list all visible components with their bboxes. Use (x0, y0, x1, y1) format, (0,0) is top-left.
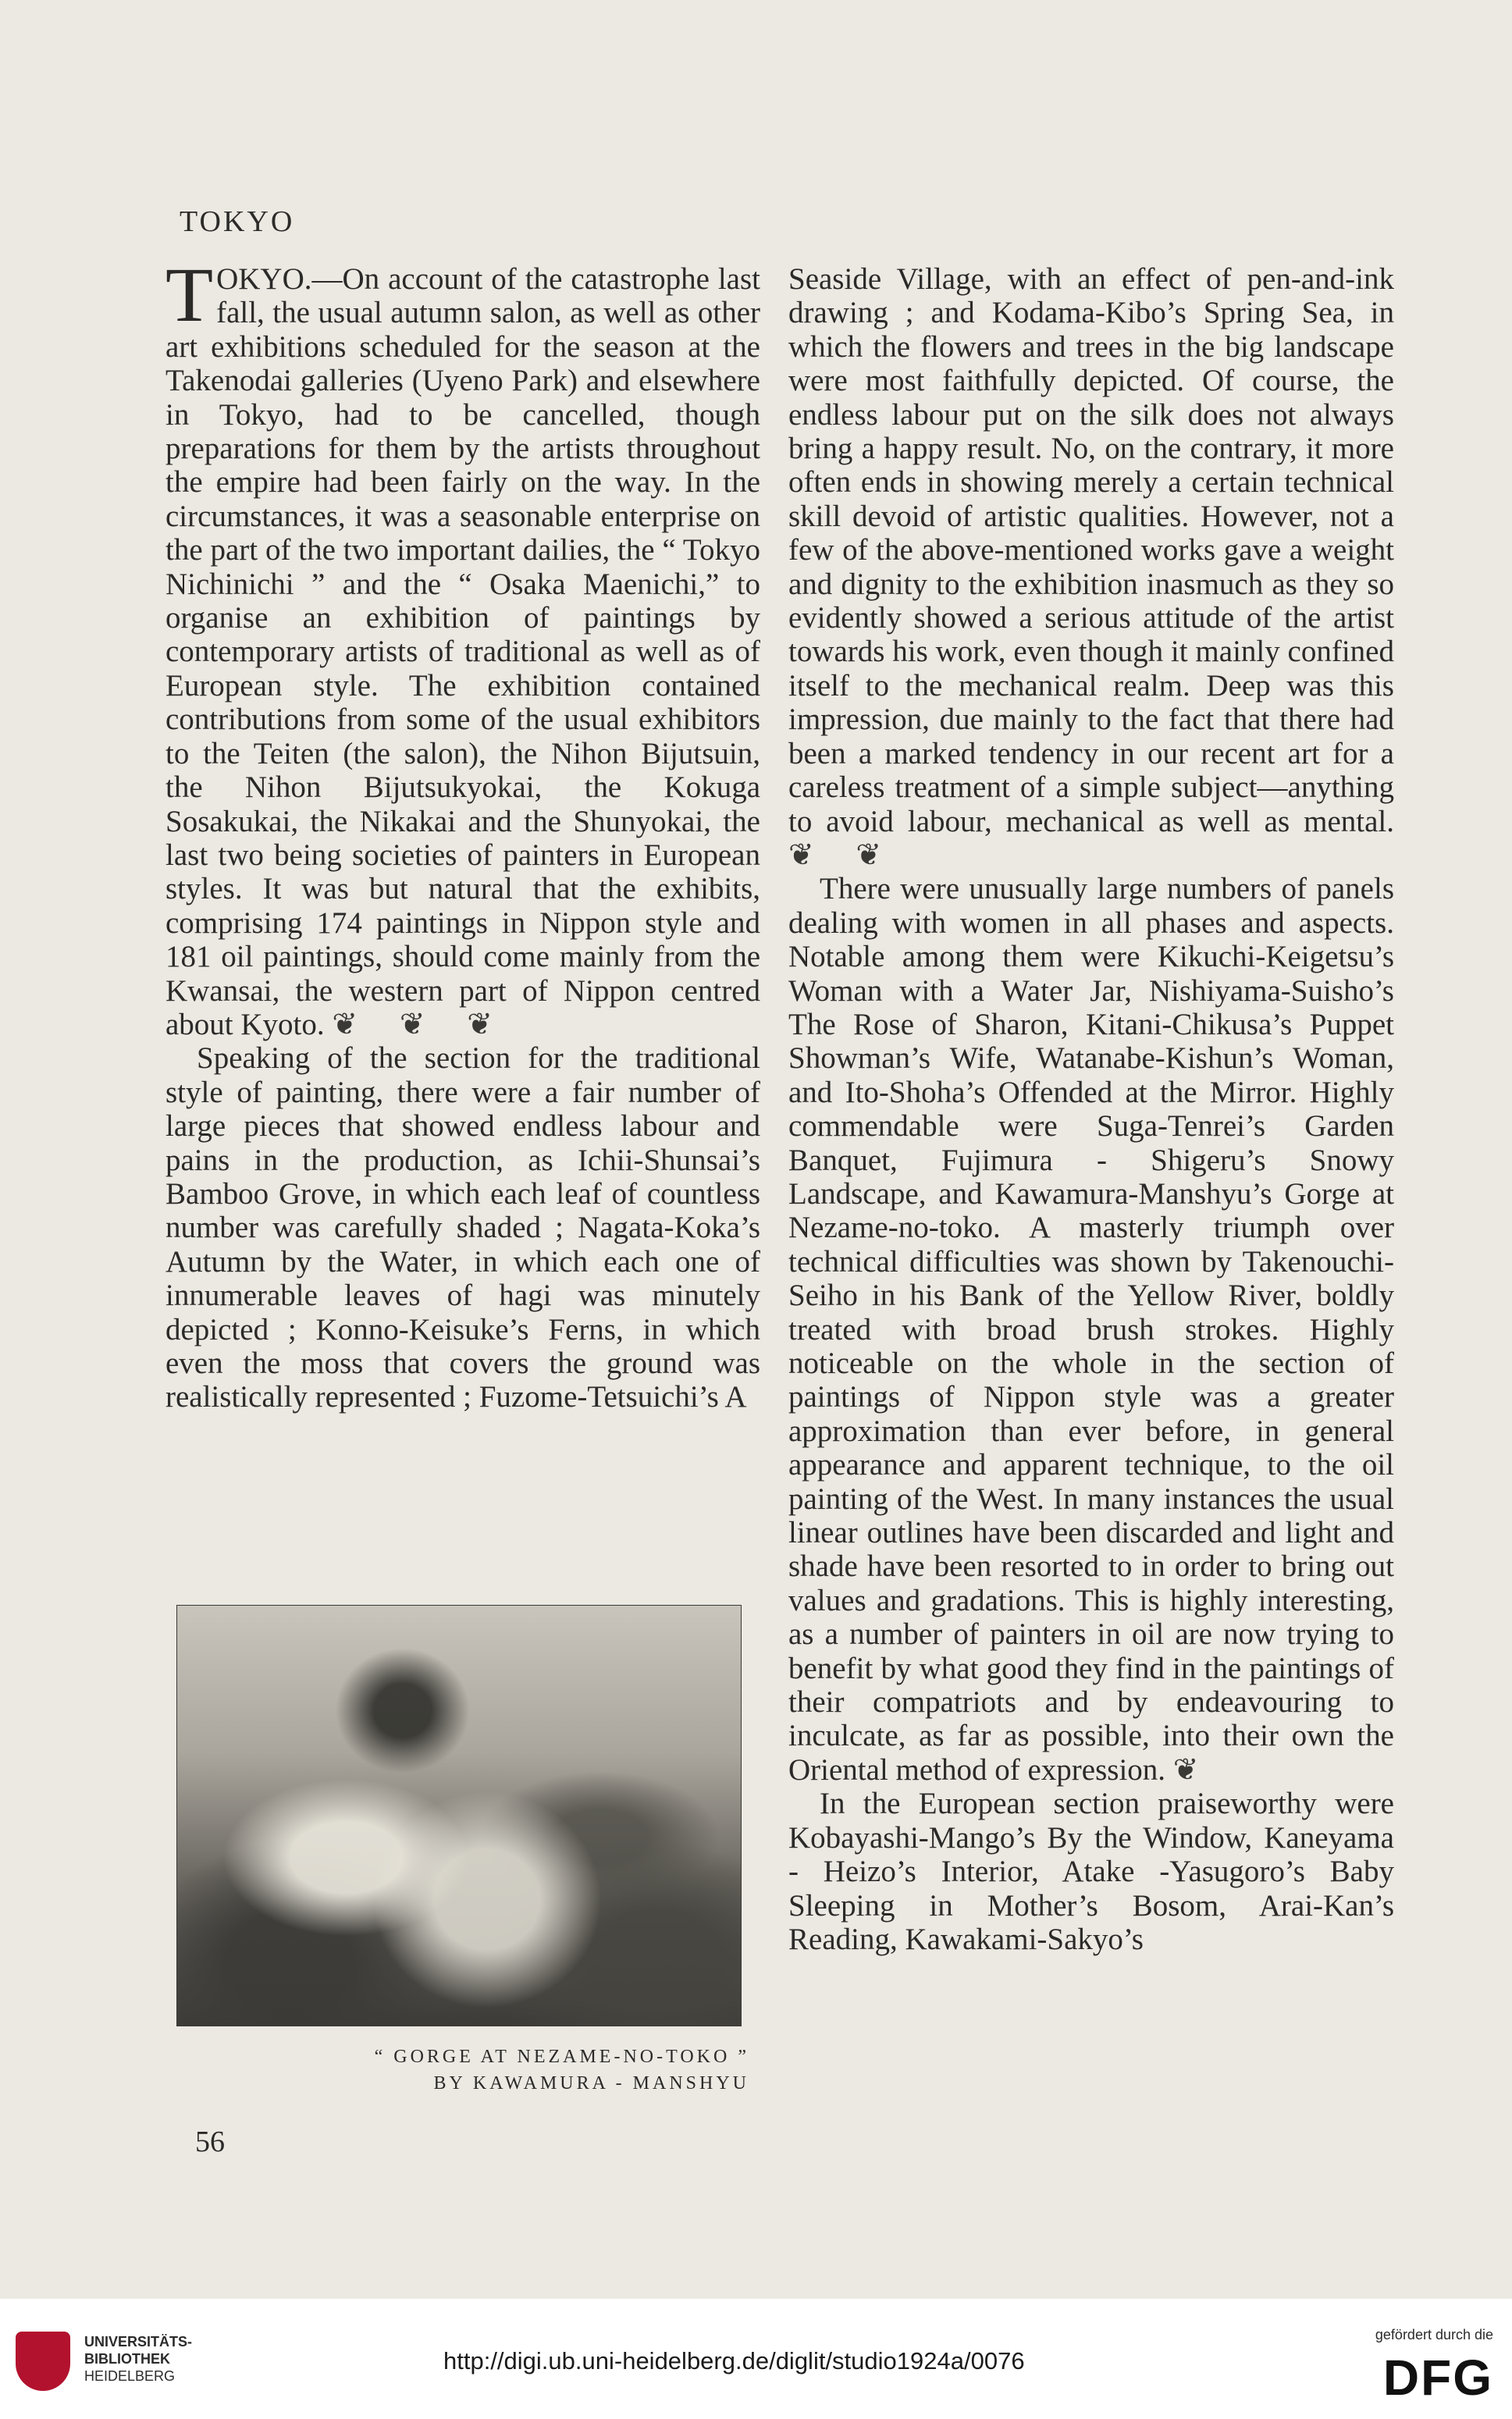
ornament-leaf-icon: ❦ ❦ ❦ (332, 1007, 510, 1041)
funded-by-label: gefördert durch die (1375, 2327, 1493, 2343)
library-name: UNIVERSITÄTS- BIBLIOTHEK HEIDELBERG (84, 2334, 193, 2384)
ornament-leaf-icon: ❦ (1172, 1752, 1216, 1787)
paragraph-3 (788, 262, 1394, 872)
right-column (788, 262, 1394, 1956)
paragraph-1 (165, 251, 760, 1041)
figure-caption-title: “ GORGE AT NEZAME-NO-TOKO ” (374, 2047, 749, 2067)
ornament-leaf-icon: ❦ ❦ (788, 838, 899, 872)
painting-illustration (176, 1605, 742, 2026)
dfg-logo: DFG (1382, 2350, 1493, 2406)
paragraph-4 (788, 872, 1394, 1787)
left-column (165, 251, 760, 1414)
running-head: TOKYO (180, 205, 295, 238)
paragraph-1-text: OKYO.—On account of the catastrophe last fall, the usual autumn salon, as well as other art exhibitions scheduled for the season at the Takenodai galleries (Uyeno Park) and elsewhere in Tokyo, had to be cancelled, though preparations for them by the artists throughout the empire had been fairly on the way. In the circumstances, it was a seasonable enterprise on the part of the two important dailies, the “ Tokyo Nichinichi ” and the “ Osaka Maenichi,” to organise an exhibition of paintings by contemporary artists of traditional as well as of European style. The exhibition contained contributions from some of the usual exhibitors to the Teiten (the salon), the Nihon Bijutsuin, the Nihon Bijutsukyokai, the Kokuga Sosakukai, the Nikakai and the Shunyokai, the last two being societies of painters in European styles. It was but natural that the exhibits, comprising 174 paintings in Nippon style and 181 oil paintings, should come mainly from the Kwansai, the western part of Nippon centred about Kyoto. (165, 262, 760, 1041)
drop-cap: T (165, 251, 214, 338)
paragraph-5: In the European section praiseworthy were Kobayashi-Mango’s By the Window, Kaneyama - Heizo’s Interior, Atake -Yasugoro’s Baby Sleeping in Mother’s Bosom, Arai-Kan’s Reading, Kawakami-Sakyo’s (788, 1787, 1394, 1956)
figure-caption-artist: BY KAWAMURA - MANSHYU (433, 2073, 749, 2094)
library-logo-icon (16, 2332, 70, 2391)
paragraph-3-text: Seaside Village, with an effect of pen-and-ink drawing ; and Kodama-Kibo’s Spring Sea, in which the flowers and trees in the big landscape were most faithfully depicted. Of course, the endless labour put on the silk does not always bring a happy result. No, on the contrary, it more often ends in showing merely a certain technical skill devoid of artistic qualities. However, not a few of the above-mentioned works gave a weight and dignity to the exhibition inasmuch as they so evidently showed a serious attitude of the artist towards his work, even though it mainly confined itself to the mechanical realm. Deep was this impression, due mainly to the fact that there had been a marked tendency in our recent art for a careless treatment of a simple subject—anything to avoid labour, mechanical as well as mental. (788, 262, 1394, 838)
page-number: 56 (195, 2126, 225, 2158)
paragraph-2: Speaking of the section for the traditional style of painting, there were a fair number of large pieces that showed endless labour and pains in the production, as Ichii-Shunsai’s Bamboo Grove, in which each leaf of countless number was carefully shaded ; Nagata-Koka’s Autumn by the Water, in which each one of innumerable leaves of hagi was minutely depicted ; Konno-Keisuke’s Ferns, in which even the moss that covers the ground was realistically represented ; Fuzome-Tetsuichi’s A (165, 1041, 760, 1414)
permalink-url[interactable]: http://digi.ub.uni-heidelberg.de/diglit/studio1924a/0076 (443, 2347, 1025, 2375)
footer-bar (0, 2299, 1512, 2419)
paragraph-4-text: There were unusually large numbers of panels dealing with women in all phases and aspects. Notable among them were Kikuchi-Keigetsu’s Woman with a Water Jar, Nishiyama-Suisho’s The Rose of Sharon, Kitani-Chikusa’s Puppet Showman’s Wife, Watanabe-Kishun’s Woman, and Ito-Shoha’s Offended at the Mirror. Highly commendable were Suga-Tenrei’s Garden Banquet, Fujimura - Shigeru’s Snowy Landscape, and Kawamura-Manshyu’s Gorge at Nezame-no-toko. A masterly triumph over technical difficulties was shown by Takenouchi-Seiho in his Bank of the Yellow River, boldly treated with broad brush strokes. Highly noticeable on the whole in the section of paintings of Nippon style was a greater approximation than ever before, in general appearance and apparent technique, to the oil painting of the West. In many instances the usual linear outlines have been discarded and light and shade have been resorted to in order to bring out values and gradations. This is highly interesting, as a number of painters in oil are now trying to benefit by what good they find in the paintings of their compatriots and by endeavouring to inculcate, as far as possible, into their own the Oriental method of expression. (788, 872, 1394, 1787)
